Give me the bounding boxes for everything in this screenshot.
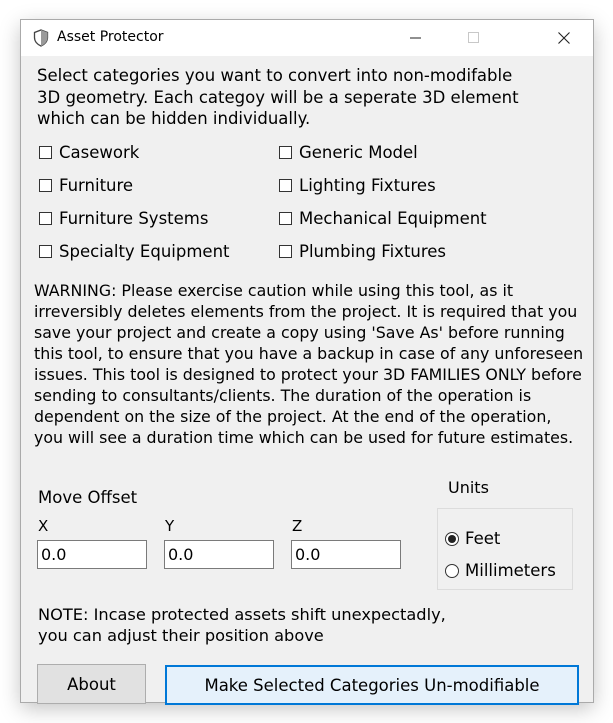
minimize-button[interactable] [387,20,445,56]
make-unmodifiable-button[interactable]: Make Selected Categories Un-modifiable [165,665,579,705]
x-label: X [38,517,49,535]
checkbox-furniture-systems[interactable] [39,209,208,228]
checkbox-icon[interactable] [39,179,52,192]
minimize-icon [410,32,422,44]
checkbox-icon[interactable] [39,245,52,258]
z-offset-input[interactable] [291,540,401,569]
checkbox-label: Lighting Fixtures [299,176,436,195]
y-label: Y [165,517,175,535]
warning-text: WARNING: Please exercise caution while using this tool, as it irreversibly deletes elements from the project. It is required that you save your project and create a copy using 'Save As' before running this tool, to ensure that you have a backup in case of any unforeseen issues. This tool is designed to protect your 3D FAMILIES ONLY before sending to consultants/clients. The duration of the operation is dependent on the size of the project. At the end of the operation, you will see a duration time which can be used for future estimates. [34,281,584,447]
close-button[interactable] [535,20,593,56]
dialog-content [21,56,593,702]
move-offset-label: Move Offset [38,488,138,507]
asset-protector-window [21,20,593,702]
window-title: Asset Protector [57,29,164,45]
checkbox-label: Casework [59,143,140,162]
checkbox-label: Plumbing Fixtures [299,242,447,261]
checkbox-lighting-fixtures[interactable] [279,176,436,195]
y-offset-input[interactable] [164,540,274,569]
about-button[interactable]: About [37,664,146,704]
note-text: NOTE: Incase protected assets shift unexpectadly, you can adjust their position above [38,605,446,645]
z-label: Z [292,517,303,535]
x-offset-input[interactable] [37,540,147,569]
checkbox-mechanical-equipment[interactable] [279,209,487,228]
checkbox-furniture[interactable] [39,176,133,195]
radio-label: Millimeters [465,561,556,580]
units-label: Units [445,478,492,497]
checkbox-icon[interactable] [279,245,292,258]
checkbox-icon[interactable] [279,212,292,225]
checkbox-icon[interactable] [39,212,52,225]
units-millimeters-radio[interactable] [445,561,556,580]
title-bar[interactable] [21,20,593,56]
radio-unselected-icon[interactable] [445,564,459,578]
checkbox-label: Mechanical Equipment [299,209,487,228]
maximize-button[interactable] [445,20,503,56]
shield-icon [33,29,49,47]
checkbox-specialty-equipment[interactable] [39,242,230,261]
intro-text: Select categories you want to convert into non-modifable 3D geometry. Each categoy will be a seperate 3D element which can be hidden individually. [37,66,519,128]
units-feet-radio[interactable] [445,529,500,548]
maximize-icon [468,32,480,44]
checkbox-plumbing-fixtures[interactable] [279,242,446,261]
radio-label: Feet [465,529,501,548]
checkbox-label: Furniture [59,176,134,195]
checkbox-generic-model[interactable] [279,143,418,162]
radio-selected-icon[interactable] [445,532,459,546]
checkbox-icon[interactable] [279,146,292,159]
checkbox-label: Furniture Systems [59,209,209,228]
close-icon [558,32,570,44]
checkbox-icon[interactable] [39,146,52,159]
checkbox-label: Specialty Equipment [59,242,230,261]
checkbox-icon[interactable] [279,179,292,192]
checkbox-casework[interactable] [39,143,139,162]
checkbox-label: Generic Model [299,143,418,162]
